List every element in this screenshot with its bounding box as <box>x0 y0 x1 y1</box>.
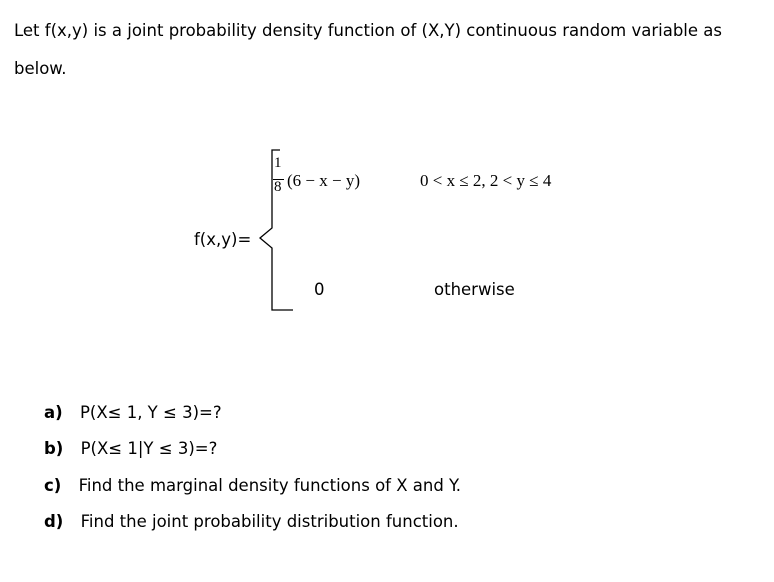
fraction-denominator: 8 <box>274 179 282 195</box>
fraction-numerator: 1 <box>274 155 282 171</box>
question-d-text: Find the joint probability distribution function. <box>80 512 459 531</box>
question-a-label: a) <box>44 403 63 422</box>
question-d-label: d) <box>44 512 64 531</box>
intro-line-2: below. <box>14 59 67 78</box>
fraction-one-eighth <box>271 155 285 203</box>
case1-condition: 0 < x ≤ 2, 2 < y ≤ 4 <box>420 171 552 190</box>
question-d <box>44 512 459 531</box>
question-c-label: c) <box>44 476 62 495</box>
question-c <box>44 476 461 495</box>
question-c-text: Find the marginal density functions of X and Y. <box>78 476 462 495</box>
question-b-label: b) <box>44 439 64 458</box>
case2-condition: otherwise <box>434 280 515 299</box>
function-lhs: f(x,y)= <box>194 230 252 249</box>
question-b <box>44 439 217 458</box>
question-a <box>44 403 222 422</box>
case2-value: 0 <box>314 280 325 299</box>
case1-expression: (6 − x − y) <box>287 171 360 190</box>
question-a-text: P(X≤ 1, Y ≤ 3)=? <box>79 403 222 422</box>
question-b-text: P(X≤ 1|Y ≤ 3)=? <box>80 439 218 458</box>
intro-line-1: Let f(x,y) is a joint probability density function of (X,Y) continuous random variable as <box>14 21 722 40</box>
